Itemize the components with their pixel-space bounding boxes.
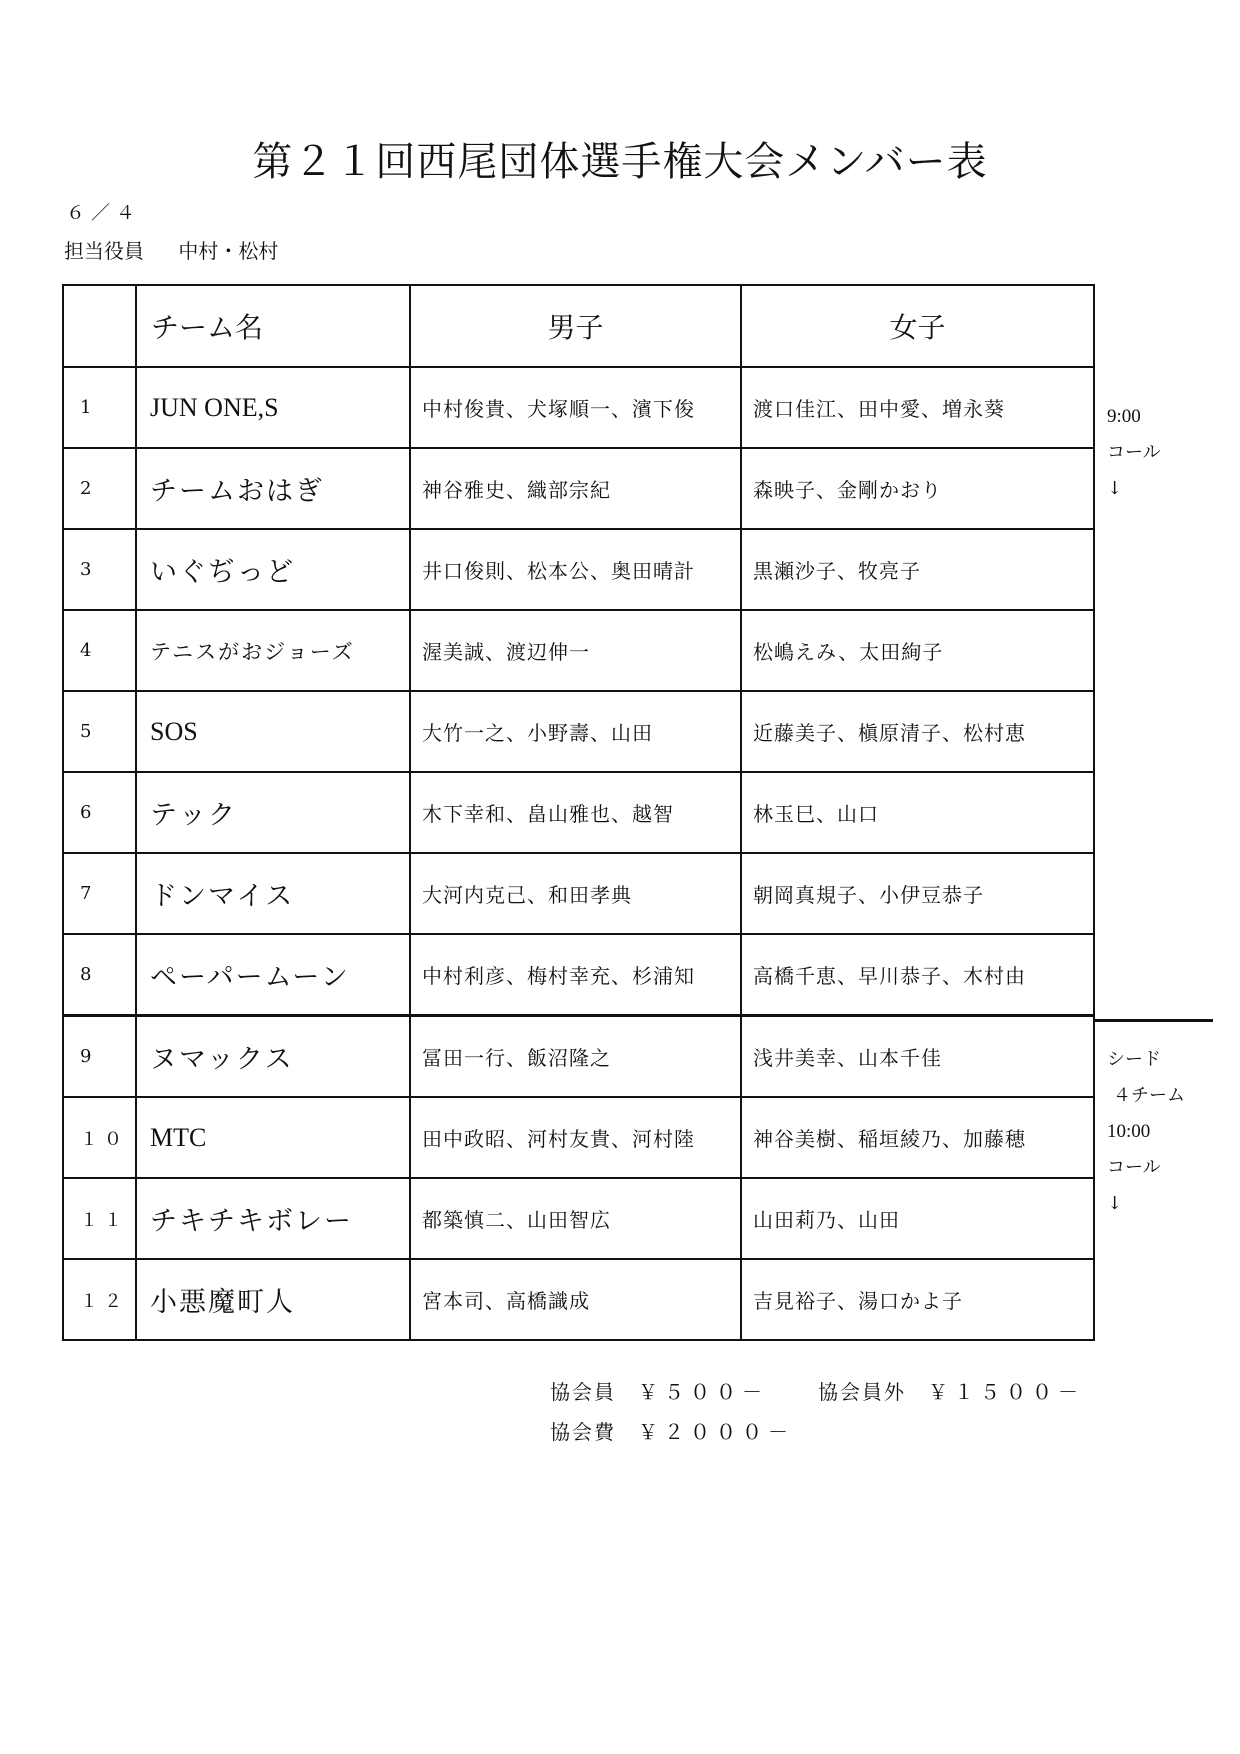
table-row <box>63 853 1094 934</box>
team-name: MTC <box>136 1097 410 1178</box>
team-name: いぐぢっど <box>136 529 410 610</box>
row-number: 2 <box>63 448 136 529</box>
row-number: １２ <box>63 1259 136 1340</box>
women-players: 松嶋えみ、太田絢子 <box>741 610 1094 691</box>
header-number <box>63 285 136 367</box>
officers-names: 中村・松村 <box>178 239 279 263</box>
group-a-note <box>1107 399 1161 507</box>
group-b-seed: シード <box>1107 1049 1161 1070</box>
team-name: テニスがおジョーズ <box>136 610 410 691</box>
row-number: 3 <box>63 529 136 610</box>
fees-line-1 <box>550 1372 1084 1412</box>
team-name: ヌマックス <box>136 1016 410 1098</box>
table-row <box>63 1178 1094 1259</box>
group-divider-line <box>1093 1019 1213 1022</box>
event-date: ６／４ <box>66 202 142 224</box>
men-players: 神谷雅史、織部宗紀 <box>410 448 741 529</box>
page-title: 第２１回西尾団体選手権大会メンバー表 <box>252 138 988 185</box>
table-row <box>63 529 1094 610</box>
group-b-arrow: ↓ <box>1107 1193 1123 1214</box>
men-players: 中村俊貴、犬塚順一、濱下俊 <box>410 367 741 448</box>
women-players: 神谷美樹、稲垣綾乃、加藤穂 <box>741 1097 1094 1178</box>
women-players: 林玉巳、山口 <box>741 772 1094 853</box>
women-players: 近藤美子、槇原清子、松村恵 <box>741 691 1094 772</box>
men-players: 木下幸和、畠山雅也、越智 <box>410 772 741 853</box>
assoc-fee-label: 協会費 <box>550 1420 616 1444</box>
nonmember-fee-value: ￥１５００－ <box>928 1380 1084 1404</box>
table-row <box>63 1259 1094 1340</box>
officers-line <box>64 235 278 264</box>
team-name: ドンマイス <box>136 853 410 934</box>
men-players: 大竹一之、小野壽、山田 <box>410 691 741 772</box>
table-row <box>63 1097 1094 1178</box>
men-players: 中村利彦、梅村幸充、杉浦知 <box>410 934 741 1016</box>
team-name: テック <box>136 772 410 853</box>
group-b-note <box>1107 1042 1185 1222</box>
row-number: 5 <box>63 691 136 772</box>
row-number: 9 <box>63 1016 136 1098</box>
row-number: 8 <box>63 934 136 1016</box>
group-a-time: 9:00 <box>1107 406 1141 427</box>
row-number: 7 <box>63 853 136 934</box>
fees-line-2 <box>550 1412 1084 1452</box>
header-women: 女子 <box>741 285 1094 367</box>
table-row <box>63 1016 1094 1098</box>
men-players: 田中政昭、河村友貴、河村陸 <box>410 1097 741 1178</box>
men-players: 井口俊則、松本公、奥田晴計 <box>410 529 741 610</box>
group-a-arrow: ↓ <box>1107 478 1123 499</box>
table-row <box>63 691 1094 772</box>
header-team: チーム名 <box>136 285 410 367</box>
group-b-teams: ４チーム <box>1113 1085 1185 1106</box>
team-name: JUN ONE,S <box>136 367 410 448</box>
row-number: 6 <box>63 772 136 853</box>
fees-section <box>550 1372 1084 1452</box>
women-players: 渡口佳江、田中愛、増永葵 <box>741 367 1094 448</box>
team-name: チームおはぎ <box>136 448 410 529</box>
team-name: 小悪魔町人 <box>136 1259 410 1340</box>
table-row <box>63 772 1094 853</box>
nonmember-fee-label: 協会員外 <box>818 1380 906 1404</box>
men-players: 大河内克己、和田孝典 <box>410 853 741 934</box>
table-row <box>63 610 1094 691</box>
group-b-time: 10:00 <box>1107 1121 1151 1142</box>
table-row <box>63 367 1094 448</box>
group-a-call: コール <box>1107 442 1161 463</box>
women-players: 吉見裕子、湯口かよ子 <box>741 1259 1094 1340</box>
roster-table <box>62 284 1095 1341</box>
table-row <box>63 934 1094 1016</box>
men-players: 都築慎二、山田智広 <box>410 1178 741 1259</box>
table-row <box>63 448 1094 529</box>
row-number: 4 <box>63 610 136 691</box>
header-row <box>63 285 1094 367</box>
assoc-fee-value: ￥２０００－ <box>638 1420 794 1444</box>
row-number: １１ <box>63 1178 136 1259</box>
women-players: 黒瀬沙子、牧亮子 <box>741 529 1094 610</box>
team-name: チキチキボレー <box>136 1178 410 1259</box>
team-name: ペーパームーン <box>136 934 410 1016</box>
officers-label: 担当役員 <box>64 239 144 263</box>
women-players: 朝岡真規子、小伊豆恭子 <box>741 853 1094 934</box>
women-players: 山田莉乃、山田 <box>741 1178 1094 1259</box>
women-players: 森映子、金剛かおり <box>741 448 1094 529</box>
member-fee-value: ￥５００－ <box>638 1380 768 1404</box>
member-fee-label: 協会員 <box>550 1380 616 1404</box>
women-players: 高橋千恵、早川恭子、木村由 <box>741 934 1094 1016</box>
row-number: 1 <box>63 367 136 448</box>
header-men: 男子 <box>410 285 741 367</box>
row-number: １０ <box>63 1097 136 1178</box>
women-players: 浅井美幸、山本千佳 <box>741 1016 1094 1098</box>
men-players: 宮本司、高橋識成 <box>410 1259 741 1340</box>
men-players: 渥美誠、渡辺伸一 <box>410 610 741 691</box>
men-players: 冨田一行、飯沼隆之 <box>410 1016 741 1098</box>
group-b-call: コール <box>1107 1157 1161 1178</box>
team-name: SOS <box>136 691 410 772</box>
